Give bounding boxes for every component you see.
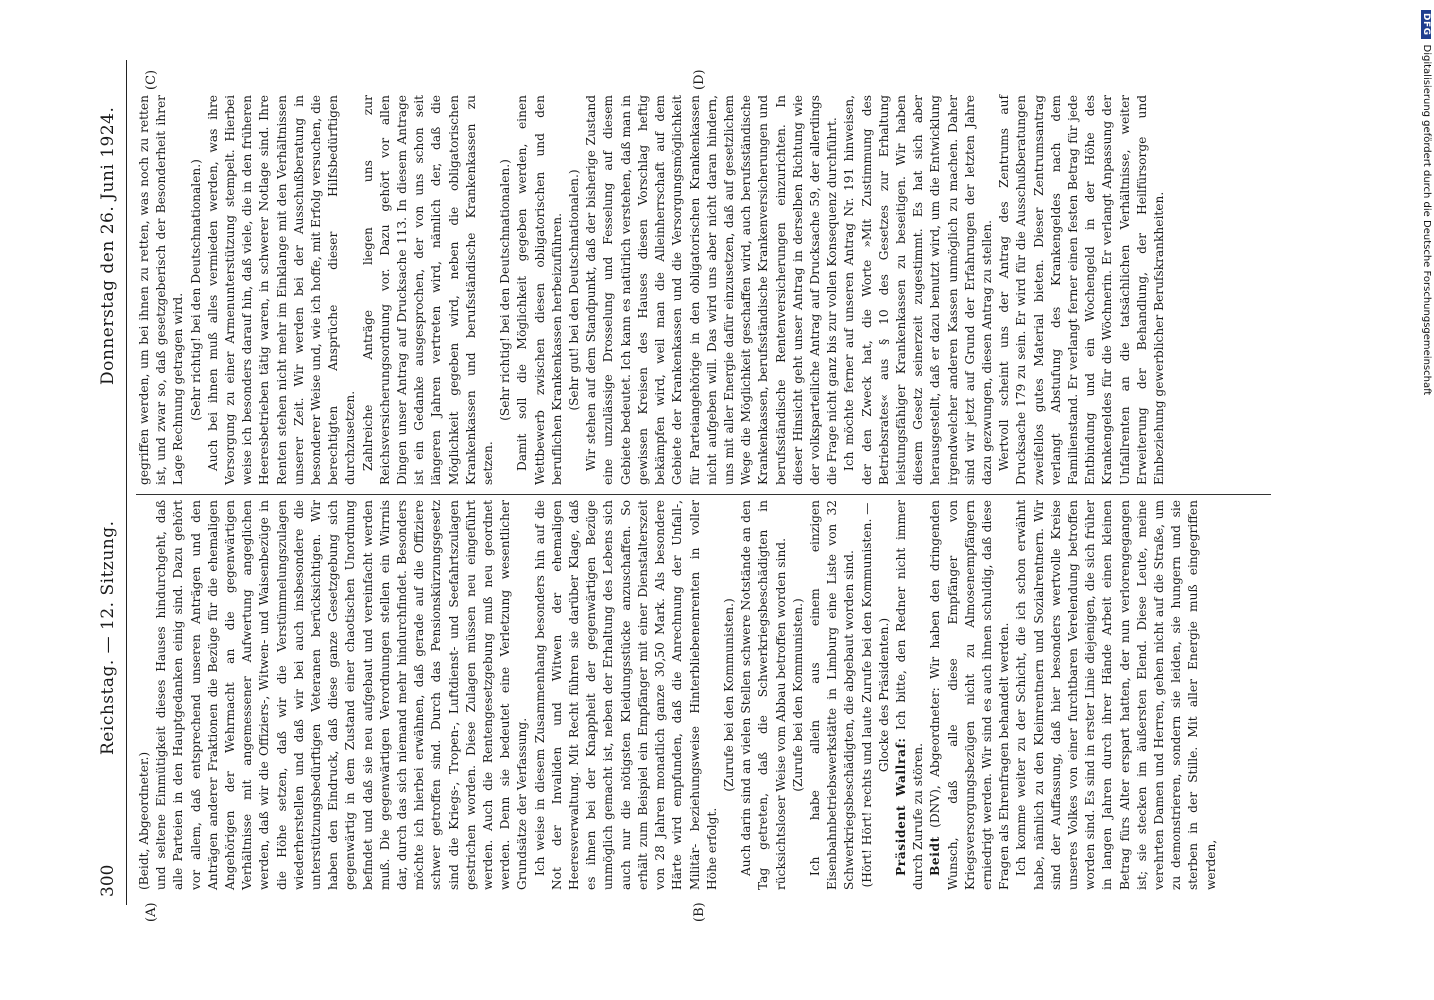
paragraph: Wertvoll scheint uns der Antrag des Zentrums auf Drucksache 179 zu sein. Er wird für die Ausschußberatungen zweifellos gutes Material bieten. Dieser Zentrumsantrag verlangt Abstufung des Krankengeldes nach dem Familienstand. Er verlangt ferner einen festen Betrag für jede Entbindung und ein Wochengeld in der Höhe des Krankengeldes für die Wöchnerin. Er verlangt Anpassung der Unfallrenten an die tatsächlichen Verhältnisse, weiter Erweiterung der Behandlung, der Heilfürsorge und Einbeziehung gewerblicher Berufskrankheiten. (997, 95, 1166, 485)
paragraph: Damit soll die Möglichkeit gegeben werden, einen Wettbewerb zwischen diesen obligatorischen und den beruflichen Krankenkassen herbeizuführen. (515, 95, 564, 485)
paragraph: Zahlreiche Anträge liegen uns zur Reichsversicherungsordnung vor. Dazu gehört vor allen Dingen unser Antrag auf Drucksache 113. In diesem Antrage ist ein Gedanke ausgesprochen, der von uns schon seit längeren Jahren vertreten wird, nämlich der, daß die Möglichkeit gegeben wird, neben die obligatorischen Krankenkassen und berufsständische Krankenkassen zu setzen. (360, 95, 496, 485)
paragraph: Ich komme weiter zu der Schicht, die ich schon erwähnt habe, nämlich zu den Kleinrentnern und Sozialrentnern. Wir sind der Auffassung, daß hier besonders wertvolle Kreise unseres Volkes von einer furchtbaren Verelendung betroffen worden sind. Es sind in erster Linie diejenigen, die sich früher in langen Jahren durch ihrer Hände Arbeit einen kleinen Betrag fürs Alter erspart hatten, der nun verlorengegangen ist; sie stecken im äußersten Elend. Diese Leute, meine verehrten Damen und Herren, gehen nicht auf die Straße, um zu demonstrieren, sondern sie leiden, sie hungern und sie sterben in der Stille. Mit aller Energie muß eingegriffen werden, (1014, 500, 1218, 890)
interjection: (Sehr richtig! bei den Deutschnationalen.) (188, 159, 203, 421)
interjection: (Zurufe bei den Kommunisten.) (790, 598, 805, 792)
running-head (92, 60, 127, 905)
page-number: 300 (98, 864, 118, 897)
paragraph: Auch darin sind an vielen Stellen schwere Notstände an den Tag getreten, daß die Schwerkriegsbeschädigten in rücksichtsloser Weise vom Abbau betroffen worden sind. (739, 500, 788, 890)
interjection: (Sehr gut! bei den Deutschnationalen.) (567, 169, 582, 411)
paragraph: Wir stehen auf dem Standpunkt, daß der bisherige Zustand eine unzulässige Drosselung und Fesselung auf diesem Gebiete bedeutet. Ich kann es natürlich verstehen, daß man in gewissen Kreisen des Hauses diesen Vorschlag heftig bekämpfen wird, weil man die Alleinherrschaft auf dem Gebiete der Krankenkassen und die Versorgungsmöglichkeit für Parteiangehörige in den obligatorischen Krankenkassen nicht aufgeben will. Das wird uns aber nicht daran hindern, uns mit aller Energie dafür einzusetzen, daß auf gesetzlichem Wege die Möglichkeit geschaffen wird, auch berufsständische Krankenkassen, berufsständische Krankenversicherungen und berufsständische Rentenversicherungen einzurichten. In dieser Hinsicht geht unser Antrag in derselben Richtung wie der volksparteiliche Antrag auf Drucksache 59, der allerdings die Frage nicht ganz bis zur vollen Konsequenz durchführt. (584, 95, 840, 485)
credit-text: Digitalisierung gefördert durch die Deutsche Forschungsgemeinschaft (1421, 44, 1432, 396)
margin-letter-c: (C) (144, 69, 159, 90)
paragraph: Ich weise in diesem Zusammenhang besonders hin auf die Not der Invaliden und Witwen der ehemaligen Heeresverwaltung. Mit Recht führen sie darüber Klage, daß es ihnen bei der Knappheit der gegenwärtigen Bezüge unmöglich gemacht ist, neben der Erhaltung des Lebens sich auch nur die nötigsten Kleidungsstücke anzuschaffen. So erhält zum Beispiel ein Empfänger mit einer Dienstalterszeit von 28 Jahren monatlich ganze 30,50 Mark. Als besondere Härte wird empfunden, daß die Anrechnung der Unfall-, Militär- beziehungsweise Hinterbliebenenrenten in voller Höhe erfolgt. (532, 500, 719, 890)
interjection: (Sehr richtig! bei den Deutschnationalen.) (498, 159, 513, 421)
speech (927, 500, 1013, 890)
paragraph: Auch bei ihnen muß alles vermieden werden, was ihre Versorgung zu einer Armenunterstützung stempelt. Hierbei weise ich besonders darauf hin, daß viele, die in den früheren Heeresbetrieben tätig waren, in schwerer Notlage sind. Ihre Renten stehen nicht mehr im Einklange mit den Verhältnissen unserer Zeit. Wir werden bei der Ausschußberatung in besonderer Weise und, wie ich hoffe, mit Erfolg versuchen, die berechtigten Ansprüche dieser Hilfsbedürftigen durchzusetzen. (205, 95, 358, 485)
page-body (92, 0, 1300, 1000)
speaker-label: Präsident Wallraf: (893, 737, 908, 876)
paragraph: gegriffen werden, um bei ihnen zu retten, was noch zu retten ist, und zwar so, daß gesetzgeberisch der Besonderheit ihrer Lage Rechnung getragen wird. (137, 95, 186, 485)
interjection: (Hört! Hört! rechts und laute Zurufe bei den Kommunisten. — Glocke des Präsidenten.) (859, 502, 891, 888)
paragraph: und seltene Einmütigkeit dieses Hauses hindurchgeht, daß alle Parteien in den Hauptgedanken einig sind. Dazu gehört vor allem, daß entsprechend unseren Anträgen und den Anträgen anderer Fraktionen die Bezüge für die ehemaligen Angehörigen der Wehrmacht an die gegenwärtigen Verhältnisse mit angemessener Aufwertung angeglichen werden, daß wir die Offiziers-, Witwen- und Waisenbezüge in die Höhe setzen, daß wir die Verstümmelungszulagen wiederherstellen und daß wir bei auch insbesondere die unterstützungsbedürftigen Veteranen berücksichtigen. Wir haben den Eindruck, daß diese ganze Gesetzgebung sich gegenwärtig in dem Zustand einer chaotischen Unordnung befindet und daß sie neu aufgebaut und vereinfacht werden muß. Die gegenwärtigen Verordnungen stellen ein Wirrnis dar, durch das sich niemand mehr hindurchfindet. Besonders möchte ich hierbei erwähnen, daß gerade auf die Offiziere schwer getroffen sind. Durch das Pensionskürzungsgesetz sind die Kriegs-, Tropen-, Luftdienst- und Seefahrtszulagen gestrichen worden. Diese Zulagen müssen neu eingeführt werden. Auch die Rentengesetzgebung muß neu geordnet werden. Denn sie bedeutet eine Verletzung wesentlicher Grundsätze der Verfassung. (154, 500, 530, 890)
speech-text: Ich bitte, den Redner nicht immer durch Zurufe zu stören. (893, 500, 926, 890)
dfg-logo: DFG (1421, 10, 1431, 39)
margin-letter-d: (D) (692, 69, 707, 90)
president-remark (893, 500, 927, 890)
paragraph: Ich möchte ferner auf unseren Antrag Nr. 191 hinweisen, der den Zweck hat, die Worte »Mit Zustimmung des Betriebsrates« aus § 10 des Gesetzes zur Erhaltung leistungsfähiger Krankenkassen zu beseitigen. Wir haben diesem Gesetz seinerzeit zugestimmt. Es hat sich aber herausgestellt, daß er dazu benutzt wird, um die Entwicklung irgendwelcher anderen Kassen unmöglich zu machen. Daher sind wir jetzt auf Grund der Erfahrungen der letzten Jahre dazu gezwungen, diesen Antrag zu stellen. (842, 95, 994, 485)
margin-letter-b: (B) (692, 902, 707, 922)
paragraph: Ich habe allein aus einem einzigen Eisenbahnbetriebswerkstätte in Limburg eine Liste von 32 Schwerkriegsbeschädigten, die abgebaut worden sind. (807, 500, 857, 890)
digitization-credit (1418, 10, 1432, 690)
credit-line (1421, 10, 1432, 395)
interjection: (Zurufe bei den Kommunisten.) (721, 598, 736, 792)
left-column (136, 500, 1220, 890)
column-divider (136, 494, 1271, 495)
right-column (136, 95, 1168, 485)
speaker-intro: (Beidt, Abgeordneter.) (137, 751, 151, 890)
speaker-party: (DNV), Abgeordneter: (928, 687, 943, 828)
margin-letter-a: (A) (144, 902, 159, 922)
speaker-label: Beidt (928, 836, 943, 876)
running-head-right: Donnerstag den 26. Juni 1924. (98, 106, 118, 385)
speech-text: Wir haben den dringenden Wunsch, daß alle diese Empfänger von Kriegsversorgungsbezügen nicht zu Almosenempfängern erniedrigt werden. Wir sind es auch ihnen schuldig, daß diese Fragen als Ehrenfragen behandelt werden. (928, 499, 1012, 890)
running-head-left: Reichstag. — 12. Sitzung. (98, 520, 118, 755)
